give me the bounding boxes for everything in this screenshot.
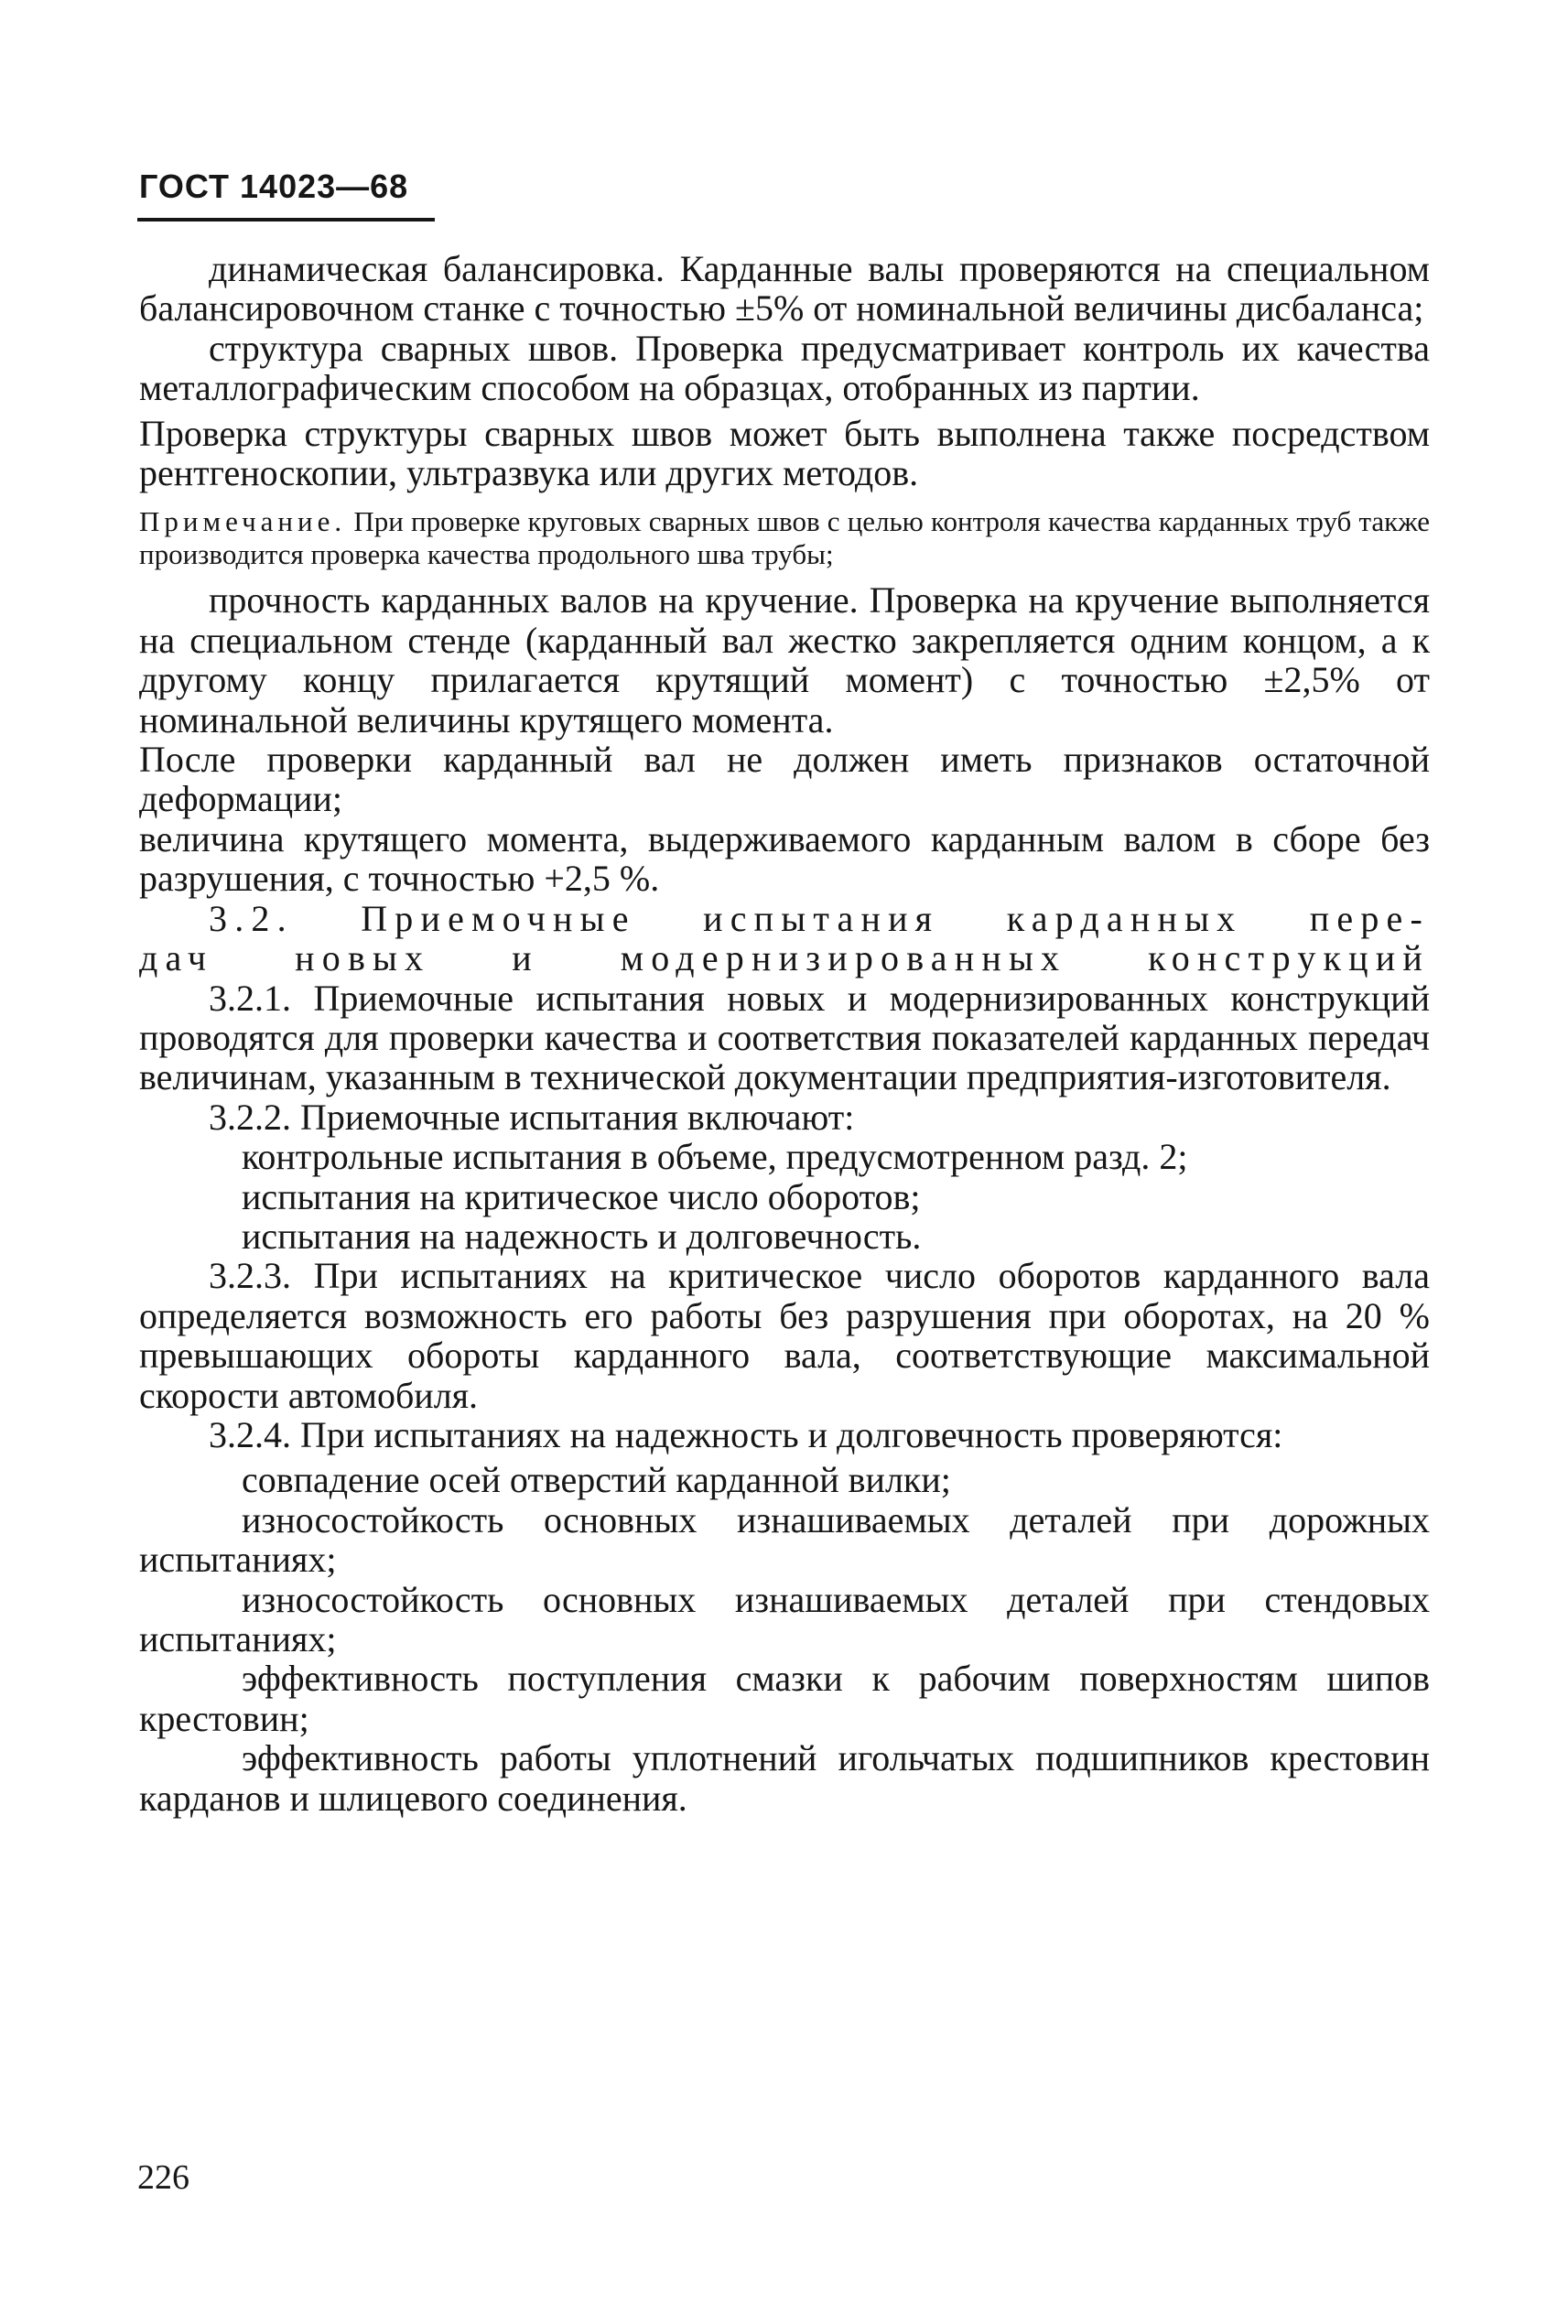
- document-body: [139, 249, 1430, 1818]
- list-item-critical-speed-tests: испытания на критическое число оборотов;: [242, 1175, 921, 1217]
- section-3-2-4: 3.2.4. При испытаниях на надежность и долговечность проверяются:: [209, 1413, 1283, 1455]
- paragraph-weld-structure-methods: Проверка структуры сварных швов может быть выполнена также посредством рентгеноскопии, ультразвука или других методов.: [139, 412, 1430, 494]
- list-item-fork-axis-alignment: совпадение осей отверстий карданной вилки;: [242, 1459, 951, 1501]
- note-text: При проверке круговых сварных швов с целью контроля качества карданных труб также производится проверка качества продольного шва трубы;: [139, 505, 1431, 571]
- note-label: Примечание.: [139, 505, 347, 538]
- list-item-seal-efficiency: эффективность работы уплотнений игольчатых подшипников крестовин карданов и шлицевого соединения.: [139, 1737, 1430, 1819]
- list-item-lubrication: эффективность поступления смазки к рабочим поверхностям шипов крестовин;: [139, 1658, 1430, 1739]
- paragraph-dynamic-balancing: динамическая балансировка. Карданные валы проверяются на специальном балансировочном станке с точностью ±5% от номинальной величины дисбаланса;: [139, 248, 1430, 330]
- section-3-2-3: 3.2.3. При испытаниях на критическое число оборотов карданного вала определяется возможность его работы без разрушения при оборотах, на 20 % превышающих обороты карданного вала, соответствующие максимальной скорости автомобиля.: [139, 1255, 1430, 1416]
- paragraph-torsion-strength: прочность карданных валов на кручение. Проверка на кручение выполняется на специальном стенде (карданный вал жестко закрепляется одним концом, а к другому концу прилагается крутящий момент) с точностью ±2,5% от номинальной величины крутящего момента.: [139, 579, 1430, 740]
- section-3-2-2: 3.2.2. Приемочные испытания включают:: [209, 1096, 855, 1138]
- section-3-2-heading-line-2: дач новых и модернизированных конструкций: [139, 937, 1430, 979]
- paragraph-torque-value: величина крутящего момента, выдерживаемого карданным валом в сборе без разрушения, с точностью +2,5 %.: [139, 817, 1430, 900]
- list-item-road-wear: износостойкость основных изнашиваемых деталей при дорожных испытаниях;: [139, 1498, 1430, 1581]
- section-3-2-heading-line-1: 3.2. Приемочные испытания карданных пере-: [209, 897, 1430, 939]
- list-item-control-tests: контрольные испытания в объеме, предусмотренном разд. 2;: [242, 1136, 1188, 1178]
- paragraph-weld-structure: структура сварных швов. Проверка предусматривает контроль их качества металлографическим способом на образцах, отобранных из партии.: [139, 327, 1430, 409]
- paragraph-residual-deformation: После проверки карданный вал не должен иметь признаков остаточной деформации;: [139, 739, 1430, 820]
- list-item-reliability-tests: испытания на надежность и долговечность.: [242, 1215, 922, 1257]
- note: [139, 505, 1430, 571]
- document-header: ГОСТ 14023—68: [139, 168, 409, 205]
- list-item-bench-wear: износостойкость основных изнашиваемых деталей при стендовых испытаниях;: [139, 1578, 1430, 1659]
- page-number: 226: [137, 2158, 189, 2197]
- header-underline: [137, 218, 435, 222]
- section-3-2-1: 3.2.1. Приемочные испытания новых и модернизированных конструкций проводятся для проверки качества и соответствия показателей карданных передач величинам, указанным в технической документации предприятия-изготовителя.: [139, 977, 1430, 1098]
